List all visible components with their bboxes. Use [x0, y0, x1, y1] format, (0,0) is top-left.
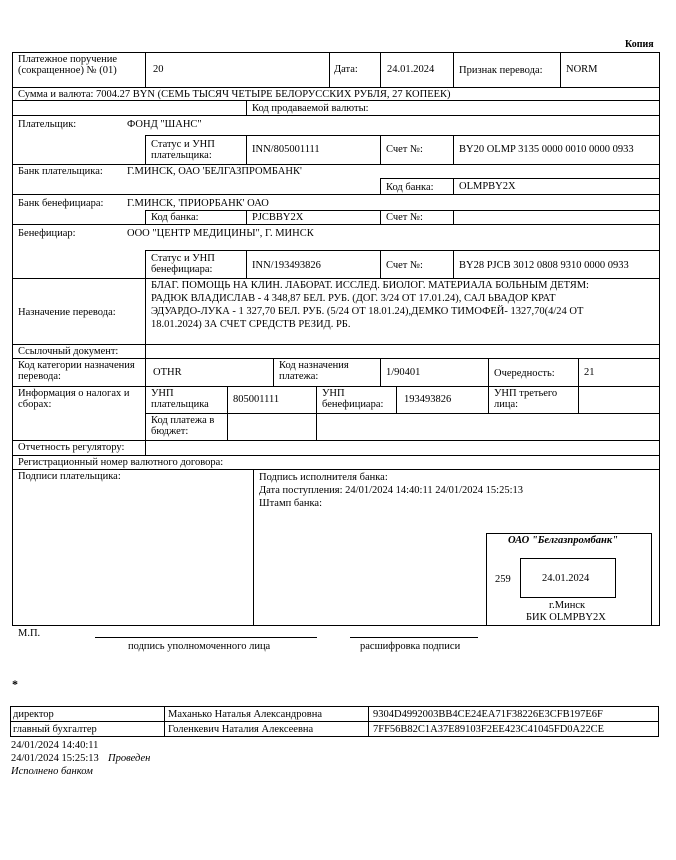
- signer-role: главный бухгалтер: [13, 724, 97, 735]
- footer-processed: Проведен: [108, 753, 151, 764]
- mp-label: М.П.: [18, 628, 41, 639]
- footer-time: 24/01/2024 15:25:13: [11, 753, 99, 764]
- benef-unp-value: 193493826: [404, 394, 452, 405]
- benef-unp-label: УНП бенефициара:: [322, 388, 384, 411]
- amount-line: Сумма и валюта: 7004.27 BYN (СЕМЬ ТЫСЯЧ ЧЕТЫРЕ БЕЛОРУССКИХ РУБЛЯ, 27 КОПЕЕК): [18, 89, 451, 100]
- beneficiary-account: BY28 PJCB 3012 0808 9310 0000 0933: [459, 260, 629, 271]
- purpose-label: Назначение перевода:: [18, 307, 116, 318]
- payer-bank-label: Банк плательщика:: [18, 166, 103, 177]
- order-number: 20: [153, 64, 164, 75]
- payer-account-label: Счет №:: [386, 144, 423, 155]
- date-label: Дата:: [334, 64, 358, 75]
- signer-hash: 7FF56B82C1A37E89103F2EE423C41045FD0A22CE: [373, 724, 605, 735]
- receipt-date: Дата поступления: 24/01/2024 14:40:11 24/01/2024 15:25:13: [259, 485, 523, 496]
- purpose-line: 18.01.2024) ЗА СЧЕТ СРЕДСТВ РЕЗИД. РБ.: [151, 319, 351, 330]
- beneficiary-bank-code: PJCBBY2X: [252, 212, 304, 223]
- footer-executed: Исполнено банком: [11, 766, 93, 777]
- stamp-date: 24.01.2024: [542, 573, 590, 584]
- priority-label: Очередность:: [494, 368, 555, 379]
- stamp-label: Штамп банка:: [259, 498, 322, 509]
- category-label: Код категории назначения перевода:: [18, 360, 135, 383]
- stamp-bank-name: ОАО "Белгазпромбанк": [508, 535, 619, 546]
- signer-role: директор: [13, 709, 54, 720]
- bank-signature-label: Подпись исполнителя банка:: [259, 472, 388, 483]
- purpose-line: БЛАГ. ПОМОЩЬ НА КЛИН. ЛАБОРАТ. ИССЛЕД. БИОЛОГ. МАТЕРИАЛА БОЛЬНЫМ ДЕТЯМ:: [151, 280, 589, 291]
- transfer-sign: NORM: [566, 64, 598, 75]
- category-value: OTHR: [153, 367, 182, 378]
- third-unp-label: УНП третьего лица:: [494, 388, 558, 411]
- payer-bank-name: Г.МИНСК, ОАО 'БЕЛГАЗПРОМБАНК': [127, 166, 302, 177]
- payer-account: BY20 OLMP 3135 0000 0010 0000 0933: [459, 144, 634, 155]
- payer-signatures-label: Подписи плательщика:: [18, 471, 121, 482]
- copy-label: Копия: [625, 39, 654, 50]
- stamp-bic: БИК OLMPBY2X: [526, 612, 606, 623]
- payer-unp-label: УНП плательщика: [151, 388, 209, 411]
- priority: 21: [584, 367, 595, 378]
- signer-name: Голенкевич Наталия Алексеевна: [168, 724, 314, 735]
- beneficiary-bank-account-label: Счет №:: [386, 212, 423, 223]
- transfer-sign-label: Признак перевода:: [459, 65, 543, 76]
- payer-bank-code-label: Код банка:: [386, 182, 434, 193]
- footer-time: 24/01/2024 14:40:11: [11, 740, 99, 751]
- order-date: 24.01.2024: [387, 64, 435, 75]
- taxes-label: Информация о налогах и сборах:: [18, 388, 130, 411]
- payer-bank-code: OLMPBY2X: [459, 181, 516, 192]
- currency-contract-label: Регистрационный номер валютного договора:: [18, 457, 224, 468]
- payer-name: ФОНД "ШАНС": [127, 119, 202, 130]
- payer-unp-value: 805001111: [233, 394, 280, 405]
- asterisk: *: [12, 677, 18, 691]
- beneficiary-bank-code-label: Код банка:: [151, 212, 199, 223]
- beneficiary-bank-label: Банк бенефициара:: [18, 198, 104, 209]
- signer-name: Маханько Наталья Александровна: [168, 709, 323, 720]
- reference-doc-label: Ссылочный документ:: [18, 346, 119, 357]
- purpose-code: 1/90401: [386, 367, 421, 378]
- beneficiary-label: Бенефициар:: [18, 228, 76, 239]
- sign-caption: подпись уполномоченного лица: [128, 641, 271, 652]
- beneficiary-status-label: Статус и УНП бенефициара:: [151, 253, 215, 276]
- beneficiary-name: ООО "ЦЕНТР МЕДИЦИНЫ", Г. МИНСК: [127, 228, 314, 239]
- purpose-line: ЭДУАРДО-ЛУКА - 1 327,70 БЕЛ. РУБ. (5/24 ОТ 18.01.24),ДЕМКО ТИМОФЕЙ- 1327,70(4/24 ОТ: [151, 306, 584, 317]
- decode-caption: расшифровка подписи: [360, 641, 461, 652]
- purpose-code-label: Код назначения платежа:: [279, 360, 349, 383]
- stamp-number: 259: [495, 574, 511, 585]
- stamp-city: г.Минск: [549, 600, 586, 611]
- signature-line: [95, 637, 317, 638]
- payer-status-label: Статус и УНП плательщика:: [151, 139, 215, 162]
- payer-label: Плательщик:: [18, 119, 77, 130]
- form-title: Платежное поручение (сокращенное) № (01): [18, 54, 118, 77]
- regulator-label: Отчетность регулятору:: [18, 442, 125, 453]
- beneficiary-account-label: Счет №:: [386, 260, 423, 271]
- signer-hash: 9304D4992003BB4CE24EA71F38226E3CFB197E6F: [373, 709, 603, 720]
- beneficiary-bank-name: Г.МИНСК, 'ПРИОРБАНК' ОАО: [127, 198, 269, 209]
- decode-line: [350, 637, 478, 638]
- budget-code-label: Код платежа в бюджет:: [151, 415, 215, 438]
- beneficiary-unp: INN/193493826: [252, 260, 321, 271]
- payer-unp: INN/805001111: [252, 144, 320, 155]
- purpose-line: РАДЮК ВЛАДИСЛАВ - 4 348,87 БЕЛ. РУБ. (ДОГ. 3/24 ОТ 17.01.24), САЛ ЬВАДОР КРАТ: [151, 293, 556, 304]
- sold-currency-label: Код продаваемой валюты:: [252, 103, 369, 114]
